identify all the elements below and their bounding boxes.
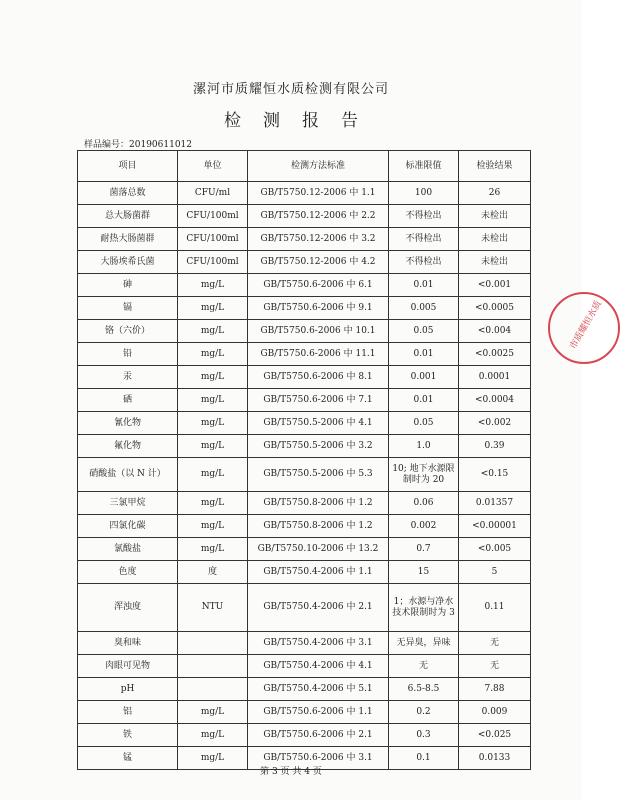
table-row	[78, 389, 531, 412]
limit-cell: 0.05	[389, 412, 459, 435]
unit-cell: mg/L	[178, 724, 248, 747]
table-row	[78, 561, 531, 584]
item-cell: 大肠埃希氏菌	[78, 251, 178, 274]
limit-cell: 0.06	[389, 492, 459, 515]
column-header-result: 检验结果	[459, 151, 531, 182]
table-row	[78, 412, 531, 435]
table-row	[78, 584, 531, 632]
sample-number-label: 样品编号：	[84, 140, 130, 150]
item-cell: 色度	[78, 561, 178, 584]
unit-cell: CFU/ml	[178, 182, 248, 205]
method-cell: GB/T5750.4-2006 中 3.1	[248, 632, 389, 655]
item-cell: 硒	[78, 389, 178, 412]
result-cell: 未检出	[459, 228, 531, 251]
table-row	[78, 701, 531, 724]
unit-cell: mg/L	[178, 320, 248, 343]
unit-cell: mg/L	[178, 458, 248, 492]
item-cell: 硝酸盐（以 N 计）	[78, 458, 178, 492]
item-cell: 铝	[78, 701, 178, 724]
method-cell: GB/T5750.6-2006 中 6.1	[248, 274, 389, 297]
method-cell: GB/T5750.5-2006 中 4.1	[248, 412, 389, 435]
result-cell: 未检出	[459, 251, 531, 274]
unit-cell: mg/L	[178, 343, 248, 366]
result-cell: <0.15	[459, 458, 531, 492]
company-name: 漯河市质耀恒水质检测有限公司	[192, 82, 389, 97]
sample-number	[84, 137, 192, 150]
result-cell: 0.11	[459, 584, 531, 632]
method-cell: GB/T5750.6-2006 中 7.1	[248, 389, 389, 412]
table-row	[78, 492, 531, 515]
method-cell: GB/T5750.5-2006 中 3.2	[248, 435, 389, 458]
column-header-item: 项目	[78, 151, 178, 182]
limit-cell: 0.01	[389, 389, 459, 412]
table-row	[78, 182, 531, 205]
result-cell: <0.0025	[459, 343, 531, 366]
item-cell: 铁	[78, 724, 178, 747]
item-cell: 肉眼可见物	[78, 655, 178, 678]
unit-cell: CFU/100ml	[178, 228, 248, 251]
item-cell: 三氯甲烷	[78, 492, 178, 515]
result-cell: 0.39	[459, 435, 531, 458]
method-cell: GB/T5750.6-2006 中 8.1	[248, 366, 389, 389]
limit-cell: 0.2	[389, 701, 459, 724]
unit-cell: mg/L	[178, 492, 248, 515]
limit-cell: 0.3	[389, 724, 459, 747]
result-cell: <0.00001	[459, 515, 531, 538]
result-cell: 未检出	[459, 205, 531, 228]
limit-cell: 0.05	[389, 320, 459, 343]
method-cell: GB/T5750.12-2006 中 4.2	[248, 251, 389, 274]
item-cell: 氟化物	[78, 435, 178, 458]
table-row	[78, 724, 531, 747]
method-cell: GB/T5750.6-2006 中 3.1	[248, 747, 389, 770]
item-cell: 浑浊度	[78, 584, 178, 632]
method-cell: GB/T5750.5-2006 中 5.3	[248, 458, 389, 492]
result-cell: 0.009	[459, 701, 531, 724]
unit-cell: mg/L	[178, 297, 248, 320]
column-header-unit: 单位	[178, 151, 248, 182]
seal-text: 市质耀恒水质	[568, 299, 605, 352]
unit-cell: NTU	[178, 584, 248, 632]
limit-cell: 无异臭，异味	[389, 632, 459, 655]
table-row	[78, 515, 531, 538]
limit-cell: 无	[389, 655, 459, 678]
table-row	[78, 251, 531, 274]
result-cell: <0.0005	[459, 297, 531, 320]
unit-cell	[178, 655, 248, 678]
table-row	[78, 678, 531, 701]
result-cell: 无	[459, 655, 531, 678]
unit-cell: mg/L	[178, 701, 248, 724]
column-header-method: 检测方法标准	[248, 151, 389, 182]
item-cell: 镉	[78, 297, 178, 320]
unit-cell: mg/L	[178, 747, 248, 770]
unit-cell: mg/L	[178, 274, 248, 297]
table-row	[78, 205, 531, 228]
limit-cell: 0.01	[389, 343, 459, 366]
limit-cell: 10; 地下水源限制时为 20	[389, 458, 459, 492]
limit-cell: 0.005	[389, 297, 459, 320]
result-cell: 5	[459, 561, 531, 584]
item-cell: 氯酸盐	[78, 538, 178, 561]
table-row	[78, 297, 531, 320]
page-footer: 第 3 页 共 4 页	[260, 767, 322, 777]
item-cell: 砷	[78, 274, 178, 297]
limit-cell: 1；水源与净水技术限制时为 3	[389, 584, 459, 632]
table-row	[78, 343, 531, 366]
result-cell: 7.88	[459, 678, 531, 701]
table-row	[78, 538, 531, 561]
result-cell: 0.01357	[459, 492, 531, 515]
item-cell: 汞	[78, 366, 178, 389]
method-cell: GB/T5750.12-2006 中 1.1	[248, 182, 389, 205]
limit-cell: 0.01	[389, 274, 459, 297]
limit-cell: 1.0	[389, 435, 459, 458]
method-cell: GB/T5750.4-2006 中 1.1	[248, 561, 389, 584]
results-table	[77, 150, 531, 770]
table-row	[78, 320, 531, 343]
result-cell: <0.004	[459, 320, 531, 343]
result-cell: 无	[459, 632, 531, 655]
limit-cell: 6.5-8.5	[389, 678, 459, 701]
result-cell: <0.0004	[459, 389, 531, 412]
table-row	[78, 228, 531, 251]
unit-cell: mg/L	[178, 412, 248, 435]
table-row	[78, 274, 531, 297]
limit-cell: 100	[389, 182, 459, 205]
method-cell: GB/T5750.8-2006 中 1.2	[248, 515, 389, 538]
method-cell: GB/T5750.6-2006 中 1.1	[248, 701, 389, 724]
method-cell: GB/T5750.10-2006 中 13.2	[248, 538, 389, 561]
method-cell: GB/T5750.6-2006 中 2.1	[248, 724, 389, 747]
item-cell: pH	[78, 678, 178, 701]
limit-cell: 0.1	[389, 747, 459, 770]
result-cell: <0.002	[459, 412, 531, 435]
table-row	[78, 435, 531, 458]
result-cell: <0.005	[459, 538, 531, 561]
item-cell: 铬（六价）	[78, 320, 178, 343]
limit-cell: 0.002	[389, 515, 459, 538]
result-cell: 26	[459, 182, 531, 205]
method-cell: GB/T5750.8-2006 中 1.2	[248, 492, 389, 515]
unit-cell: mg/L	[178, 389, 248, 412]
unit-cell: 度	[178, 561, 248, 584]
method-cell: GB/T5750.6-2006 中 11.1	[248, 343, 389, 366]
result-cell: <0.025	[459, 724, 531, 747]
limit-cell: 不得检出	[389, 228, 459, 251]
unit-cell	[178, 632, 248, 655]
table-header-row	[78, 151, 531, 182]
item-cell: 铅	[78, 343, 178, 366]
method-cell: GB/T5750.4-2006 中 4.1	[248, 655, 389, 678]
limit-cell: 不得检出	[389, 205, 459, 228]
unit-cell: CFU/100ml	[178, 205, 248, 228]
method-cell: GB/T5750.12-2006 中 3.2	[248, 228, 389, 251]
method-cell: GB/T5750.6-2006 中 9.1	[248, 297, 389, 320]
table-row	[78, 632, 531, 655]
report-title: 检测报告	[224, 111, 380, 131]
item-cell: 总大肠菌群	[78, 205, 178, 228]
official-seal	[548, 292, 620, 364]
method-cell: GB/T5750.4-2006 中 5.1	[248, 678, 389, 701]
unit-cell: mg/L	[178, 435, 248, 458]
limit-cell: 15	[389, 561, 459, 584]
result-cell: 0.0133	[459, 747, 531, 770]
result-cell: <0.001	[459, 274, 531, 297]
item-cell: 耐热大肠菌群	[78, 228, 178, 251]
column-header-limit: 标准限值	[389, 151, 459, 182]
table-row	[78, 655, 531, 678]
result-cell: 0.0001	[459, 366, 531, 389]
limit-cell: 0.001	[389, 366, 459, 389]
item-cell: 臭和味	[78, 632, 178, 655]
unit-cell: mg/L	[178, 538, 248, 561]
item-cell: 四氯化碳	[78, 515, 178, 538]
table-row	[78, 458, 531, 492]
limit-cell: 0.7	[389, 538, 459, 561]
method-cell: GB/T5750.4-2006 中 2.1	[248, 584, 389, 632]
unit-cell: mg/L	[178, 366, 248, 389]
method-cell: GB/T5750.6-2006 中 10.1	[248, 320, 389, 343]
item-cell: 菌落总数	[78, 182, 178, 205]
table-row	[78, 366, 531, 389]
sample-number-value: 20190611012	[129, 140, 193, 150]
method-cell: GB/T5750.12-2006 中 2.2	[248, 205, 389, 228]
unit-cell	[178, 678, 248, 701]
unit-cell: mg/L	[178, 515, 248, 538]
item-cell: 锰	[78, 747, 178, 770]
unit-cell: CFU/100ml	[178, 251, 248, 274]
limit-cell: 不得检出	[389, 251, 459, 274]
item-cell: 氰化物	[78, 412, 178, 435]
